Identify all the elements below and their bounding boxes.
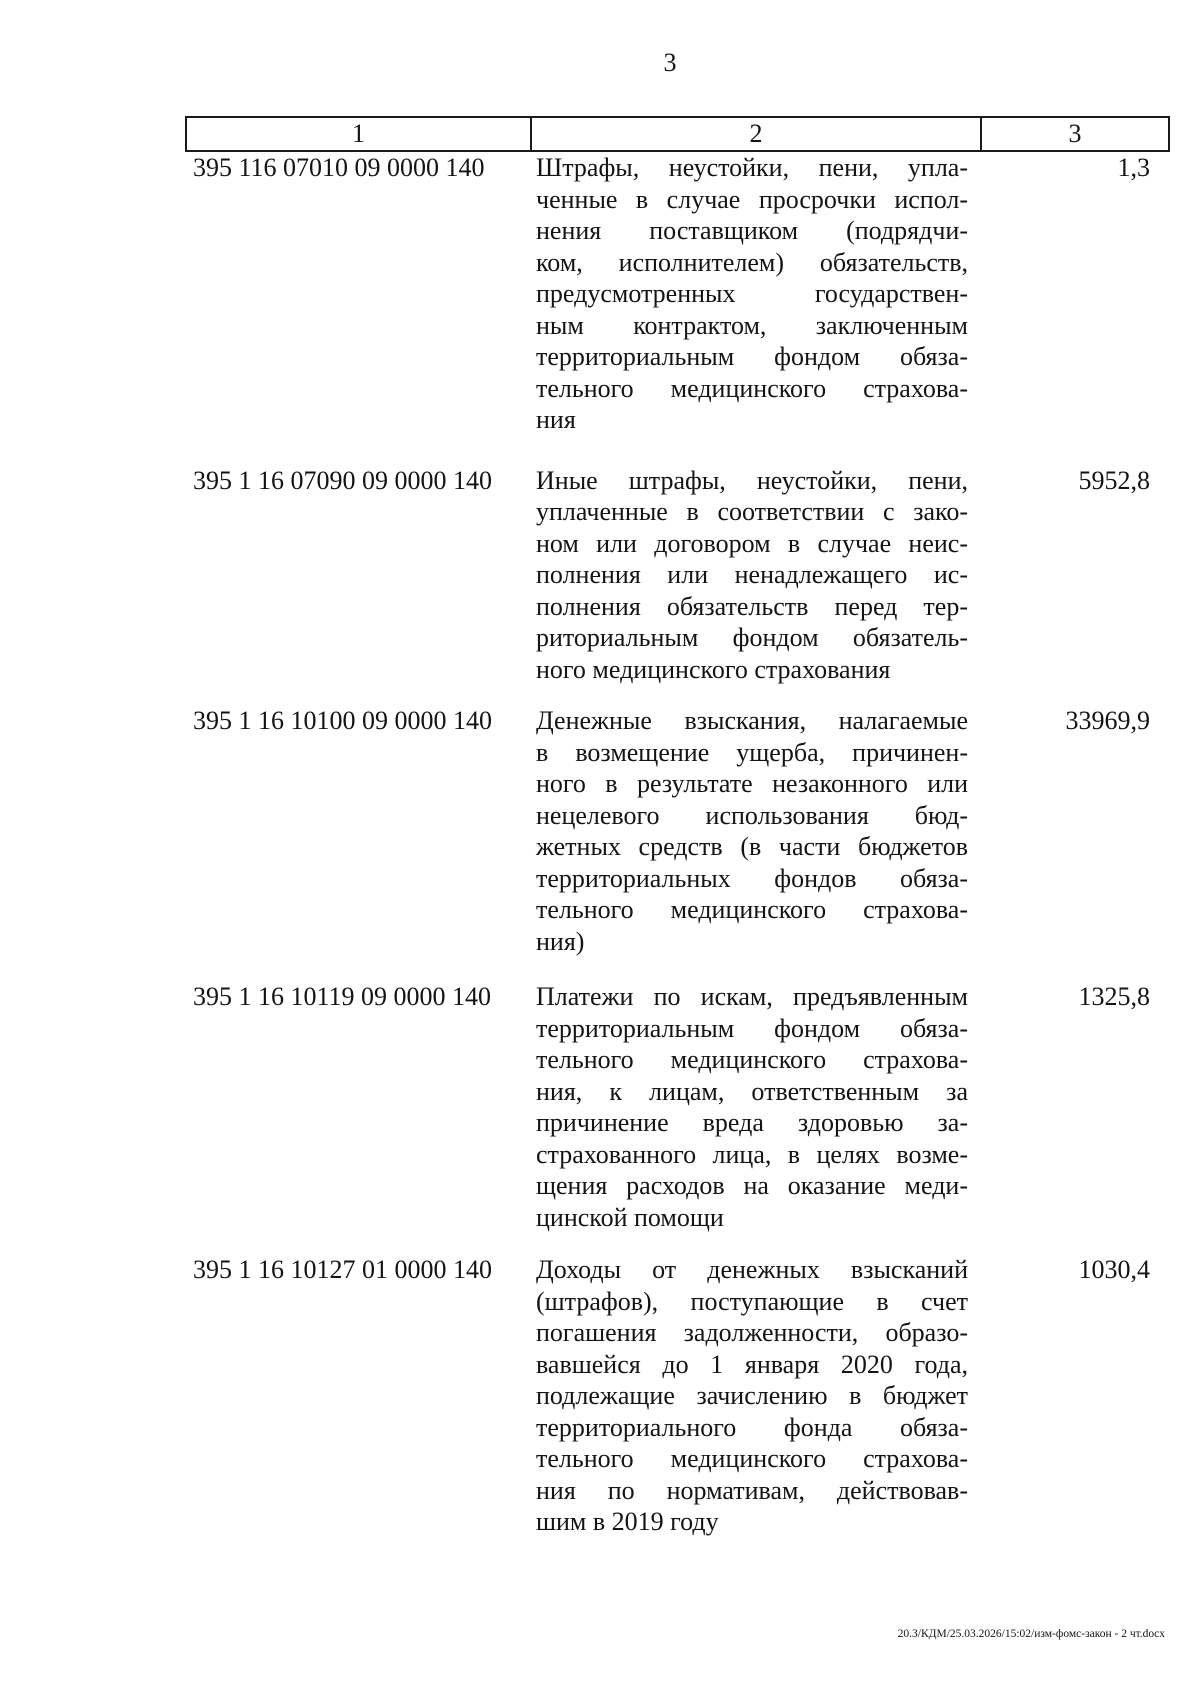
amount-value: 5952,8 (1078, 465, 1150, 495)
description-line: щения расходов на оказание меди- (536, 1171, 968, 1200)
description-line: шим в 2019 году (536, 1507, 719, 1536)
description-line: уплаченные в соответствии с зако- (536, 497, 968, 526)
footer-file-info: 20.3/КДМ/25.03.2026/15:02/изм-фомс-закон - 2 чт.docx (897, 1628, 1165, 1640)
amount-value: 1,3 (1117, 153, 1150, 182)
description-line: ным контрактом, заключенным (536, 310, 968, 340)
description-line: подлежащие зачислению в бюджет (536, 1381, 968, 1410)
description-line: тельного медицинского страхова- (536, 1444, 968, 1473)
description-line: территориального фонда обяза- (536, 1412, 968, 1442)
description-line: территориальных фондов обяза- (536, 863, 968, 893)
table-header (185, 116, 1170, 152)
description-line: (штрафов), поступающие в счет (536, 1286, 968, 1316)
description-line: Штрафы, неустойки, пени, упла- (536, 153, 968, 182)
description-line: вавшейся до 1 января 2020 года, (536, 1349, 968, 1379)
description-line: ного в результате незаконного или (536, 769, 968, 798)
description-line: Платежи по искам, предъявленным (536, 982, 968, 1011)
description-line: предусмотренных государствен- (536, 279, 968, 308)
description-line: тельного медицинского страхова- (536, 373, 968, 403)
table-row (185, 1254, 1170, 1538)
income-description (530, 152, 980, 436)
description-line: полнения обязательств перед тер- (536, 591, 968, 621)
description-line: ния (536, 405, 576, 434)
amount-value: 1030,4 (1078, 1255, 1150, 1284)
description-line: полнения или ненадлежащего ис- (536, 560, 968, 589)
budget-classification-code: 395 1 16 10100 09 0000 140 (193, 706, 492, 735)
column-header-3: 3 (1068, 119, 1082, 148)
description-line: в возмещение ущерба, причинен- (536, 737, 968, 767)
description-line: ном или договором в случае неис- (536, 528, 968, 558)
description-line: ченные в случае просрочки испол- (536, 184, 968, 214)
description-line: причинение вреда здоровью за- (536, 1108, 968, 1137)
description-line: цинской помощи (536, 1202, 724, 1232)
description-line: территориальным фондом обяза- (536, 342, 968, 371)
description-line: Денежные взыскания, налагаемые (536, 706, 968, 735)
description-line: тельного медицинского страхова- (536, 895, 968, 924)
budget-classification-code: 395 1 16 10127 01 0000 140 (193, 1255, 492, 1284)
description-line: погашения задолженности, образо- (536, 1318, 968, 1347)
amount-value: 33969,9 (1065, 706, 1150, 735)
description-line: риториальным фондом обязатель- (536, 623, 968, 652)
table-row (185, 981, 1170, 1233)
column-header-1: 1 (187, 118, 532, 150)
income-description (530, 1254, 980, 1538)
description-line: ного медицинского страхования (536, 654, 891, 684)
description-line: страхованного лица, в целях возме- (536, 1139, 968, 1169)
page-number: 3 (663, 48, 677, 77)
description-line: ния) (536, 926, 585, 956)
description-line: жетных средств (в части бюджетов (536, 832, 968, 861)
column-header-2: 2 (532, 118, 982, 150)
table-body (185, 152, 1170, 1538)
amount-value: 1325,8 (1078, 982, 1150, 1011)
budget-classification-code: 395 1 16 07090 09 0000 140 (193, 465, 492, 495)
table-row (185, 465, 1170, 686)
description-line: территориальным фондом обяза- (536, 1013, 968, 1043)
description-line: тельного медицинского страхова- (536, 1045, 968, 1074)
table-row (185, 152, 1170, 436)
description-line: ния, к лицам, ответственным за (536, 1076, 968, 1106)
income-description (530, 705, 980, 957)
income-description (530, 981, 980, 1233)
description-line: нецелевого использования бюд- (536, 800, 968, 830)
budget-classification-code: 395 116 07010 09 0000 140 (193, 153, 485, 182)
table-row (185, 705, 1170, 957)
description-line: ком, исполнителем) обязательств, (536, 247, 968, 277)
description-line: Доходы от денежных взысканий (536, 1255, 968, 1284)
income-description (530, 465, 980, 686)
description-line: ния по нормативам, действовав- (536, 1475, 968, 1505)
description-line: нения поставщиком (подрядчи- (536, 216, 968, 245)
description-line: Иные штрафы, неустойки, пени, (536, 465, 968, 495)
budget-classification-code: 395 1 16 10119 09 0000 140 (193, 982, 492, 1011)
